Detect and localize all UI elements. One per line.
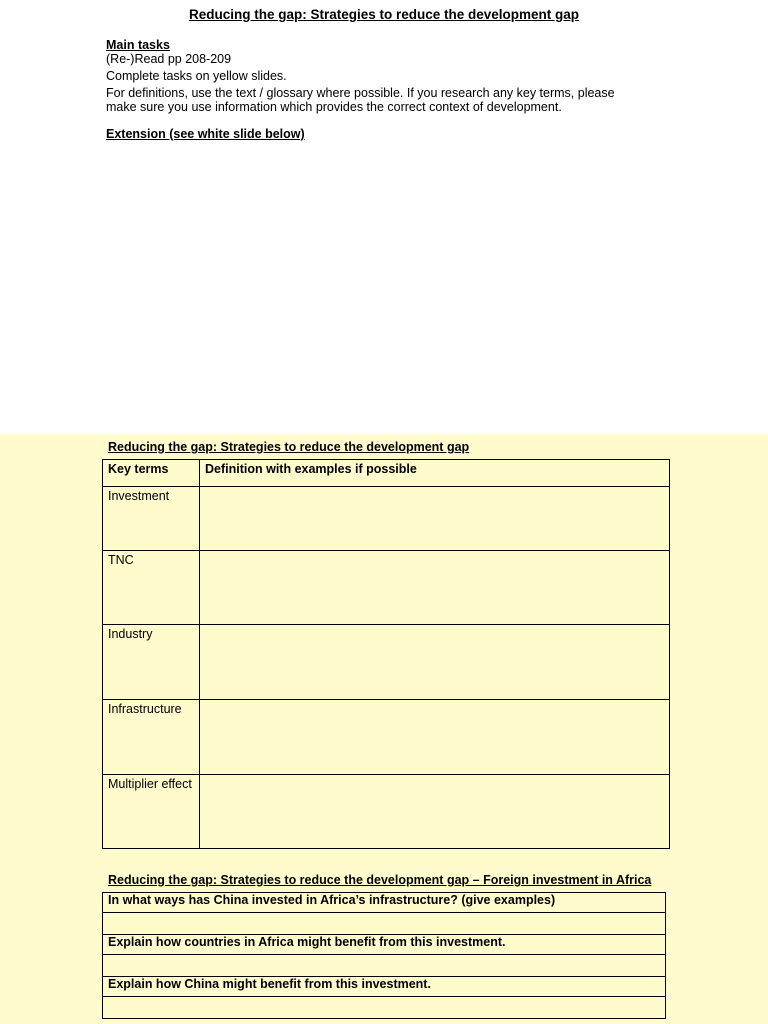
task-item: make sure you use information which provides the correct context of development. [106,100,562,114]
answer-cell[interactable] [103,955,666,977]
yellow-slide [0,434,768,1024]
table-row [103,487,670,551]
table-row [103,625,670,700]
question-cell: Explain how China might benefit from this investment. [103,977,666,997]
task-list [106,38,666,141]
term-cell: Infrastructure [103,700,200,775]
table-row [103,700,670,775]
answer-cell[interactable] [103,997,666,1019]
answer-cell[interactable] [103,913,666,935]
definition-cell[interactable] [200,487,670,551]
key-terms-slide-title: Reducing the gap: Strategies to reduce the development gap [108,440,470,454]
task-item: (Re-)Read pp 208-209 [106,52,232,66]
document-page [0,0,768,434]
definition-cell[interactable] [200,700,670,775]
extension-heading: Extension (see white slide below) [106,127,305,141]
definition-header: Definition with examples if possible [200,460,670,487]
definition-cell[interactable] [200,625,670,700]
main-tasks-heading: Main tasks [106,38,170,52]
term-cell: Investment [103,487,200,551]
task-item: Complete tasks on yellow slides. [106,69,287,83]
key-terms-table [102,459,670,849]
definition-cell[interactable] [200,775,670,849]
definition-cell[interactable] [200,551,670,625]
term-cell: Multiplier effect [103,775,200,849]
term-cell: TNC [103,551,200,625]
term-cell: Industry [103,625,200,700]
table-row [103,775,670,849]
question-cell: Explain how countries in Africa might benefit from this investment. [103,935,666,955]
table-row [103,551,670,625]
document-title: Reducing the gap: Strategies to reduce the development gap [188,7,580,22]
question-cell: In what ways has China invested in Africa’s infrastructure? (give examples) [103,893,666,913]
questions-table [102,892,666,1019]
key-terms-header: Key terms [103,460,200,487]
task-item: For definitions, use the text / glossary where possible. If you research any key terms, please [106,86,615,100]
foreign-investment-slide-title: Reducing the gap: Strategies to reduce the development gap – Foreign investment in Africa [108,873,652,887]
